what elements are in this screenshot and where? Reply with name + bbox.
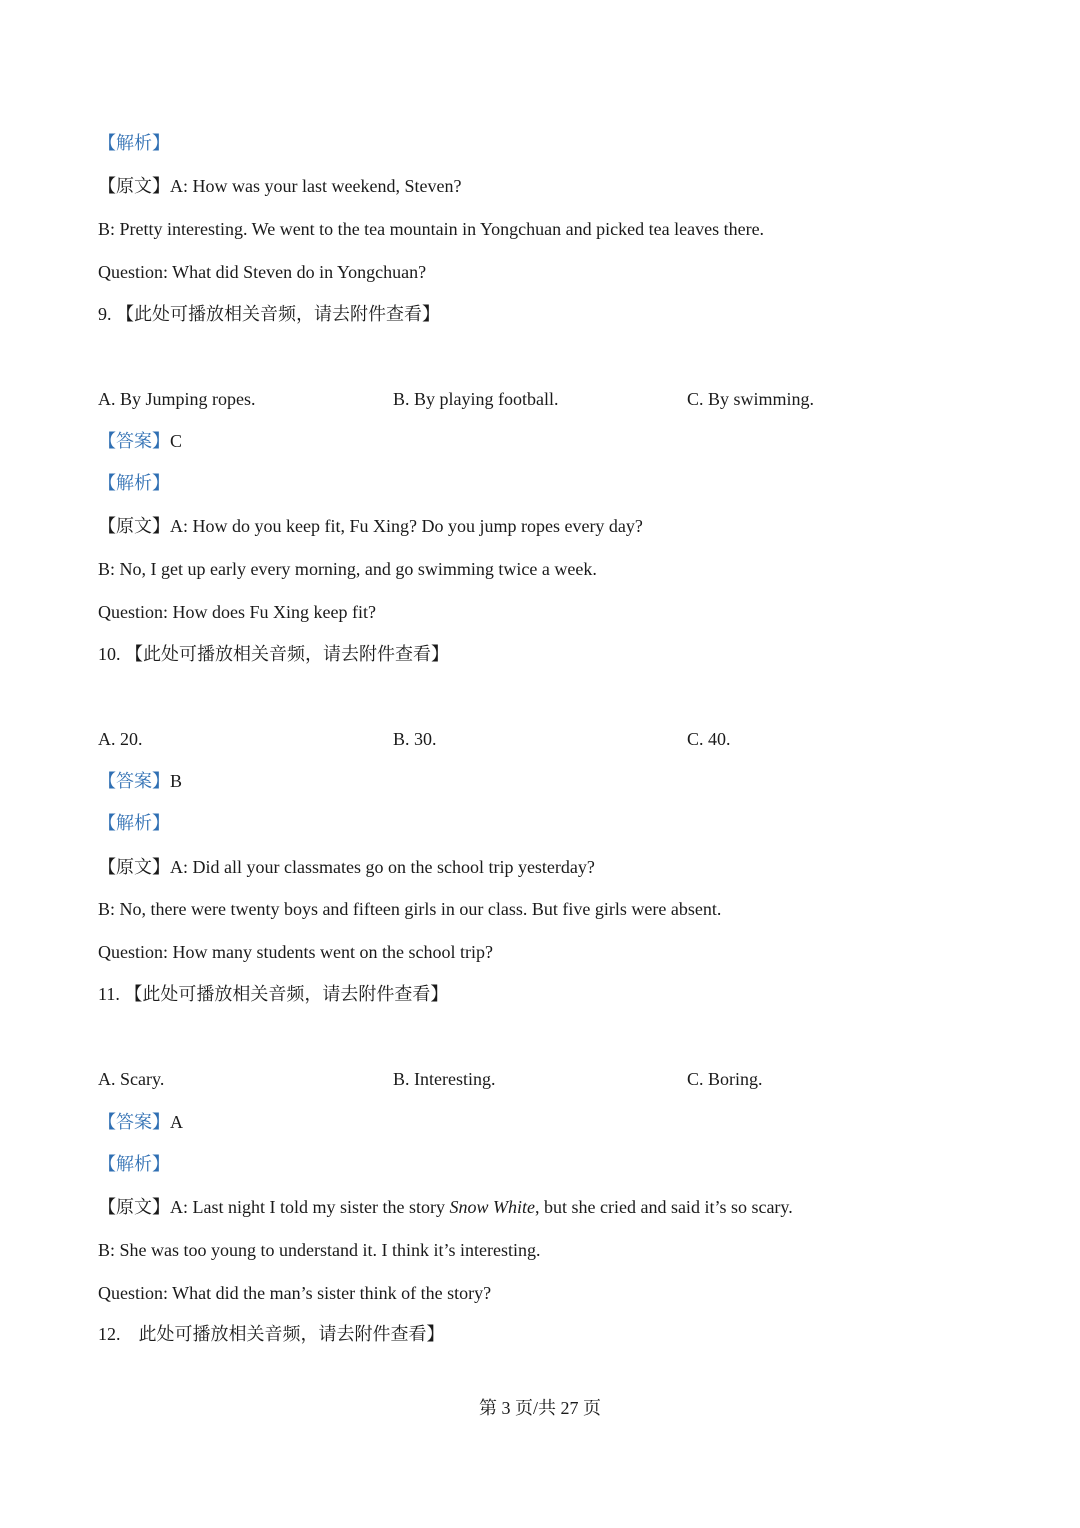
option-b-q9: B. By playing football.: [393, 389, 559, 409]
original-line-a-q8: 【原文】A: How was your last weekend, Steven?: [98, 176, 462, 196]
answer-q10: 【答案】B: [98, 771, 183, 791]
original-line-b-q8: B: Pretty interesting. We went to the tea mountain in Yongchuan and picked tea leaves there.: [98, 219, 765, 239]
question-12-header: 12. 此处可播放相关音频，请去附件查看】: [98, 1324, 445, 1344]
analysis-label-q10: 【解析】: [98, 813, 170, 833]
question-line-q10: Question: How many students went on the school trip?: [98, 942, 493, 962]
option-c-q11: C. Boring.: [687, 1069, 763, 1089]
original-line-a-q10: 【原文】A: Did all your classmates go on the school trip yesterday?: [98, 857, 595, 877]
question-line-q8: Question: What did Steven do in Yongchuan?: [98, 262, 427, 282]
question-9-header: 9. 【此处可播放相关音频，请去附件查看】: [98, 304, 440, 324]
analysis-label-q9: 【解析】: [98, 473, 170, 493]
question-10-header: 10. 【此处可播放相关音频，请去附件查看】: [98, 644, 449, 664]
original-line-b-q11: B: She was too young to understand it. I think it’s interesting.: [98, 1240, 541, 1260]
option-b-q10: B. 30.: [393, 729, 437, 749]
question-line-q11: Question: What did the man’s sister think of the story?: [98, 1283, 492, 1303]
option-c-q10: C. 40.: [687, 729, 731, 749]
original-line-a-q11: 【原文】A: Last night I told my sister the story Snow White, but she cried and said it’s so scary.: [98, 1197, 793, 1217]
original-line-a-q9: 【原文】A: How do you keep fit, Fu Xing? Do you jump ropes every day?: [98, 516, 643, 536]
analysis-label-q11: 【解析】: [98, 1154, 170, 1174]
option-a-q11: A. Scary.: [98, 1069, 165, 1089]
page-footer: 第 3 页/共 27 页: [478, 1398, 601, 1418]
option-a-q9: A. By Jumping ropes.: [98, 389, 256, 409]
question-11-header: 11. 【此处可播放相关音频，请去附件查看】: [98, 984, 449, 1004]
original-line-b-q10: B: No, there were twenty boys and fifteen girls in our class. But five girls were absent.: [98, 899, 722, 919]
audio-placeholder-q12[interactable]: 此处可播放相关音频，请去附件查看】: [138, 1324, 445, 1344]
story-title: Snow White: [449, 1197, 535, 1217]
answer-q11: 【答案】A: [98, 1112, 183, 1132]
option-a-q10: A. 20.: [98, 729, 143, 749]
question-line-q9: Question: How does Fu Xing keep fit?: [98, 602, 376, 622]
original-line-b-q9: B: No, I get up early every morning, and go swimming twice a week.: [98, 559, 597, 579]
analysis-label-q8: 【解析】: [98, 133, 170, 153]
audio-placeholder-q11[interactable]: 【此处可播放相关音频，请去附件查看】: [124, 984, 449, 1004]
audio-placeholder-q10[interactable]: 【此处可播放相关音频，请去附件查看】: [125, 644, 449, 664]
option-c-q9: C. By swimming.: [687, 389, 815, 409]
audio-placeholder-q9[interactable]: 【此处可播放相关音频，请去附件查看】: [116, 304, 440, 324]
answer-q9: 【答案】C: [98, 431, 183, 451]
option-b-q11: B. Interesting.: [393, 1069, 496, 1089]
